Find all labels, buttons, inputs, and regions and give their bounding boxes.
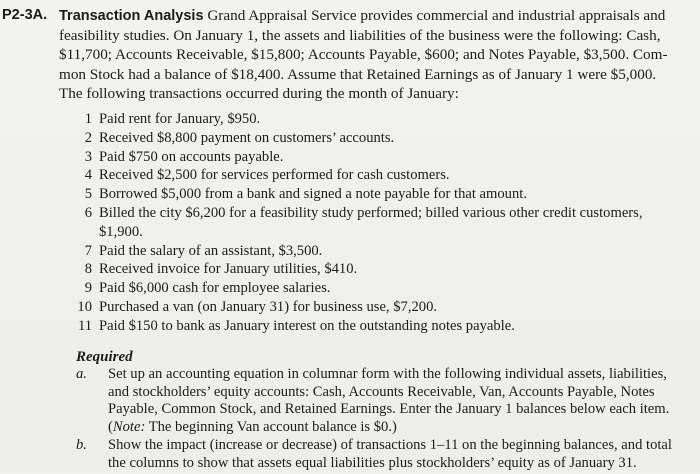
- transaction-text: Purchased a van (on January 31) for business use, $7,200.: [99, 298, 438, 315]
- transaction-number: 10: [77, 298, 92, 315]
- required-item-a: [76, 366, 676, 436]
- list-item: [70, 279, 680, 298]
- required-text: Set up an accounting equation in columnar form with the following individual assets, liabilities, and stockholders’ equity accounts: Cash, Accounts Receivable, Van, Accounts Payable, Notes Payable, Common Stock, and Retained Earnings. Enter the January 1 balances below each item. (Note: The beginning Van account balance is $0.): [108, 366, 670, 435]
- transaction-text: Paid $750 on accounts payable.: [99, 148, 284, 165]
- list-item: [70, 317, 680, 336]
- transaction-number: 1: [84, 111, 92, 127]
- list-item: [70, 166, 680, 185]
- list-item: [70, 129, 680, 148]
- intro-line-2: feasibility studies. On January 1, the assets and liabilities of the business were the following: Cash,: [59, 27, 661, 45]
- transaction-number: 4: [84, 167, 92, 184]
- transaction-number: 2: [84, 129, 92, 146]
- transaction-text-line-1: Billed the city $6,200 for a feasibility study performed; billed various other credit customers,: [99, 204, 643, 221]
- required-a-line-3: Payable, Common Stock, and Retained Earnings. Enter the January 1 balances below each item.: [108, 401, 670, 418]
- list-item: [70, 185, 680, 204]
- list-item: [70, 242, 680, 261]
- transaction-list: [70, 110, 680, 336]
- transaction-number: 9: [84, 280, 92, 297]
- required-heading: Required: [76, 349, 133, 365]
- note-label: Note:: [112, 418, 146, 435]
- list-item: [70, 204, 680, 242]
- required-a-line-2: and stockholders’ equity accounts: Cash, Accounts Receivable, Van, Accounts Payable, Notes: [108, 383, 655, 400]
- required-b-line-2: the columns to show that assets equal liabilities plus stockholders’ equity as of January 31.: [108, 454, 637, 471]
- required-b-line-1: Show the impact (increase or decrease) of transactions 1–11 on the beginning balances, and total: [108, 437, 672, 454]
- required-item-b: [76, 437, 676, 472]
- intro-paragraph: [2, 6, 692, 103]
- transaction-text: Paid $6,000 cash for employee salaries.: [99, 280, 331, 297]
- transaction-text: Borrowed $5,000 from a bank and signed a note payable for that amount.: [99, 186, 527, 203]
- transaction-number: 11: [77, 317, 92, 334]
- problem-intro: [2, 6, 692, 103]
- problem-title: Transaction Analysis: [59, 8, 204, 24]
- list-item: [70, 298, 680, 317]
- transaction-text: [99, 204, 680, 242]
- list-item: [70, 260, 680, 279]
- transaction-text: Paid rent for January, $950.: [99, 111, 261, 127]
- transaction-number: 8: [84, 261, 92, 278]
- transaction-text: Received $8,800 payment on customers’ accounts.: [99, 129, 395, 146]
- transaction-number: 6: [84, 204, 92, 221]
- transaction-number: 7: [84, 242, 92, 259]
- intro-line-5: The following transactions occurred during the month of January:: [59, 84, 459, 102]
- transaction-text: Paid $150 to bank as January interest on the outstanding notes payable.: [99, 317, 515, 334]
- transaction-text: Received $2,500 for services performed for cash customers.: [99, 167, 450, 184]
- transaction-text: Paid the salary of an assistant, $3,500.: [99, 242, 323, 259]
- required-list: [76, 366, 676, 474]
- problem-id: P2-3A.: [2, 7, 48, 23]
- intro-line-4: mon Stock had a balance of $18,400. Assume that Retained Earnings as of January 1 were $5,000.: [59, 65, 657, 83]
- list-item: [70, 110, 680, 129]
- required-text: [108, 437, 676, 472]
- required-letter: a.: [76, 366, 87, 382]
- transaction-number: 5: [84, 186, 92, 203]
- required-letter: b.: [76, 437, 87, 454]
- transaction-text: Received invoice for January utilities, $410.: [99, 261, 358, 278]
- transaction-text-line-2: $1,900.: [99, 223, 143, 240]
- intro-line-1: Grand Appraisal Service provides commercial and industrial appraisals and: [207, 7, 666, 24]
- transaction-number: 3: [84, 148, 92, 165]
- required-a-line-1: Set up an accounting equation in columnar form with the following individual assets, liabilities,: [108, 366, 667, 382]
- required-a-line-4: The beginning Van account balance is $0.): [148, 418, 397, 435]
- list-item: [70, 148, 680, 167]
- intro-line-3: $11,700; Accounts Receivable, $15,800; Accounts Payable, $600; and Notes Payable, $3,500. Com-: [59, 46, 668, 64]
